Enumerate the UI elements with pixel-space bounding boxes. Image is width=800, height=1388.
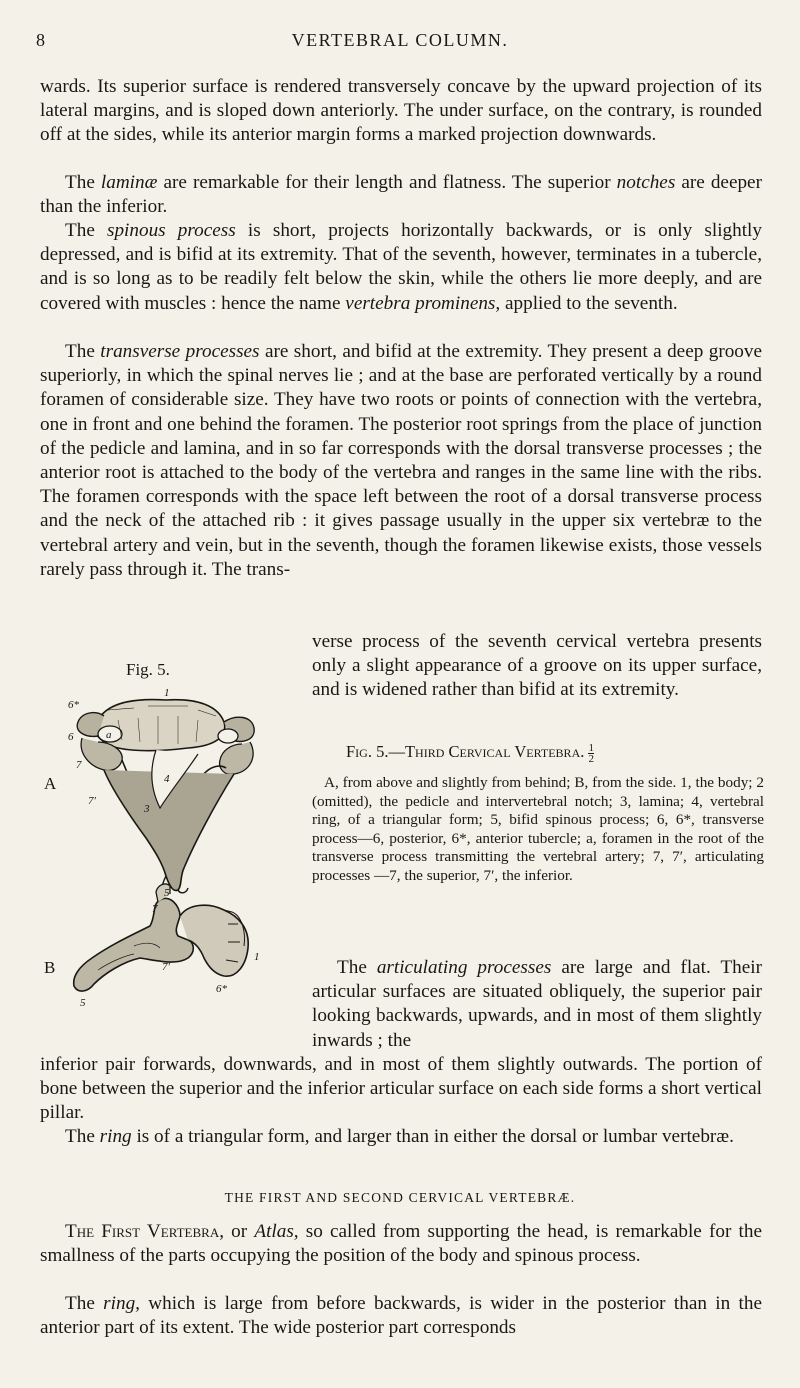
- figure-label: Fig. 5.: [126, 660, 170, 679]
- view-b-label: B: [44, 958, 56, 977]
- vertebra-illustration: [38, 680, 300, 1020]
- label-a-body: 1: [164, 687, 170, 699]
- term-ring: ring: [99, 1126, 132, 1147]
- label-a-superior-articular: 7: [76, 759, 82, 771]
- term-articulating-processes: articulating processes: [376, 957, 552, 978]
- term-laminae: laminæ: [100, 172, 158, 193]
- term-first-vertebra: The First Vertebra,: [65, 1221, 224, 1242]
- paragraph-1: wards. Its superior surface is rendered transversely concave by the upward projection of its lateral margins, and is sloped down anteriorly. The under surface, on the contrary, is rounded off at the sides, while its anterior margin forms a marked projection downwards.: [40, 76, 762, 146]
- term-atlas: Atlas,: [254, 1221, 299, 1242]
- paragraph-atlas-ring: The ring, which is large from before backwards, is wider in the posterior than in the anterior part of its extent. The wide posterior part corresponds: [40, 1293, 762, 1339]
- label-a-posterior-tubercle: 6: [68, 731, 74, 743]
- page-header: [36, 30, 764, 54]
- paragraph-articulating-processes: The articulating processes are large and flat. Their articular surfaces are situated obliquely, the superior pair looking backwards, upwards, and in most of them slightly inwards ; the: [312, 957, 762, 1051]
- page-number: 8: [36, 30, 45, 50]
- view-a-drawing: [77, 700, 254, 896]
- paragraph-atlas: The First Vertebra, or Atlas, so called from supporting the head, is remarkable for the smallness of the parts occupying the position of the body and spinous process.: [40, 1221, 762, 1267]
- vertebra-drawing: [38, 680, 300, 1020]
- term-ring-atlas: ring,: [103, 1293, 140, 1314]
- paragraph-laminae: The laminæ are remarkable for their length and flatness. The superior notches are deeper than the inferior.: [40, 172, 762, 218]
- label-b-superior-articular: 7: [152, 903, 158, 915]
- view-b-drawing: [74, 884, 249, 991]
- figure-caption-title: Fig. 5.—Third Cervical Vertebra. $\frac{1}{2}$: [346, 741, 594, 765]
- running-title: VERTEBRAL COLUMN.: [291, 30, 509, 50]
- label-a-inferior-articular: 7′: [88, 795, 96, 807]
- paragraph-ring: The ring is of a triangular form, and larger than in either the dorsal or lumbar vertebræ.: [65, 1126, 734, 1147]
- label-a-foramen: a: [106, 729, 112, 741]
- section-heading: THE FIRST AND SECOND CERVICAL VERTEBRÆ.: [224, 1190, 576, 1205]
- label-a-anterior-tubercle: 6*: [68, 699, 79, 711]
- paragraph-transverse-processes: The transverse processes are short, and bifid at the extremity. They present a deep groove superiorly, in which the spinal nerves lie ; and at the base are perforated vertically by a round foramen of considerable size. They have two roots or points of connection with the vertebra, one in front and one behind the foramen. The posterior root springs from the place of junction of the pedicle and lamina, and in so far corresponds with the dorsal transverse processes ; the anterior root is attached to the body of the vertebra and ranges in the same line with the ribs. The foramen corresponds with the space left between the root of a dorsal transverse process and the neck of the attached rib : it gives passage usually in the upper six vertebræ to the vertebral artery and vein, but in the seventh, though the foramen likewise exists, those vessels rarely pass through it. The trans-: [40, 341, 763, 580]
- term-transverse-processes: transverse processes: [100, 341, 260, 362]
- paragraph-spinous-process: The spinous process is short, projects horizontally backwards, or is only slightly depressed, and is bifid at its extremity. That of the seventh, however, terminates in a tubercle, and is so long as to be readily felt below the skin, while the others lie more deeply, and are covered with muscles : hence the name vertebra prominens, applied to the seventh.: [40, 220, 762, 314]
- term-spinous-process: spinous process: [107, 220, 236, 241]
- label-b-anterior-tubercle: 6*: [216, 983, 227, 995]
- figure-caption-body: A, from above and slightly from behind; B, from the side. 1, the body; 2 (omitted), the pedicle and intervertebral notch; 3, lamina; 4, vertebral ring, of a triangular form; 5, bifid spinous process; 6, 6*, transverse process—6, posterior, 6*, anterior tubercle; a, foramen in the root of the transverse process transmitting the vertebral artery; 7, 7′, articulating processes —7, the superior, 7′, the inferior.: [312, 774, 764, 884]
- paragraph-transverse-continued: verse process of the seventh cervical vertebra presents only a slight appearance of a groove on its upper surface, and is widened rather than bifid at its extremity.: [312, 631, 762, 701]
- label-a-lamina: 3: [144, 803, 150, 815]
- term-notches: notches: [616, 172, 676, 193]
- label-b-body: 1: [254, 951, 260, 963]
- label-b-spine: 5: [80, 997, 86, 1009]
- term-vertebra-prominens: vertebra prominens,: [345, 292, 501, 314]
- view-a-label: A: [44, 774, 57, 793]
- label-a-ring: 4: [164, 773, 170, 785]
- label-b-inferior-articular: 7′: [162, 961, 170, 973]
- paragraph-articulating-continued: inferior pair forwards, downwards, and in most of them slightly outwards. The portion of bone between the superior and the inferior articular surface on each side forms a short vertical pillar.: [40, 1054, 762, 1124]
- label-a-spine: 5: [164, 887, 170, 899]
